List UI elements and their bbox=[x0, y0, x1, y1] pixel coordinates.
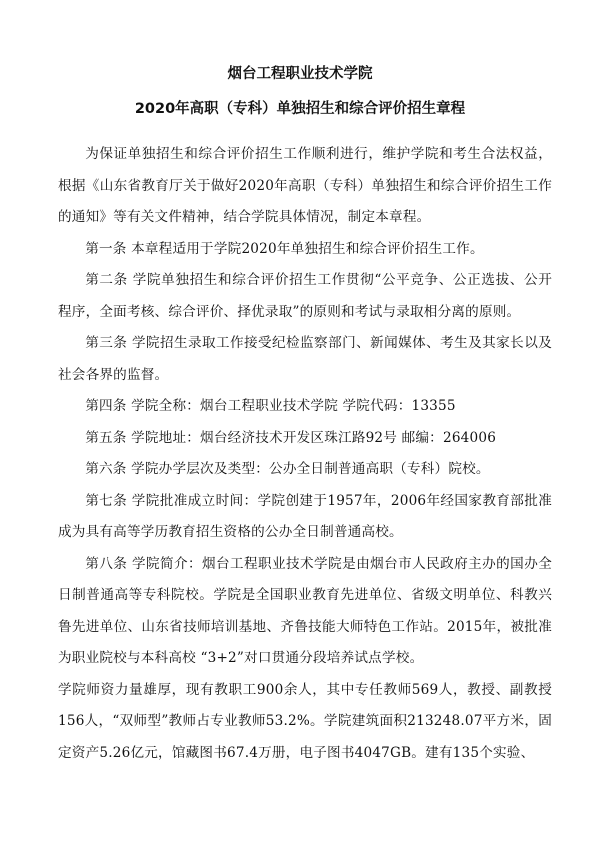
faculty-paragraph: 学院师资力量雄厚，现有教职工900余人，其中专任教师569人，教授、副教授156人，“双师型”教师占专业教师53.2%。学院建筑面积213248.07平方米，固定资产5.26亿元，馆藏图书67.4万册，电子图书4047GB。建有135个实验、 bbox=[58, 681, 552, 761]
article-7: 第七条 学院批准成立时间：学院创建于1957年，2006年经国家教育部批准成为具有高等学历教育招生资格的公办全日制普通高校。 bbox=[58, 492, 552, 540]
article-6: 第六条 学院办学层次及类型：公办全日制普通高职（专科）院校。 bbox=[85, 461, 490, 477]
article-5: 第五条 学院地址：烟台经济技术开发区珠江路92号 邮编：264006 bbox=[85, 429, 497, 446]
document-title: 烟台工程职业技术学院 bbox=[227, 66, 373, 82]
article-1: 第一条 本章程适用于学院2020年单独招生和综合评价招生工作。 bbox=[85, 240, 484, 257]
article-4: 第四条 学院全称：烟台工程职业技术学院 学院代码：13355 bbox=[85, 398, 456, 414]
article-3: 第三条 学院招生录取工作接受纪检监察部门、新闻媒体、考生及其家长以及社会各界的监督。 bbox=[58, 335, 552, 383]
intro-paragraph: 为保证单独招生和综合评价招生工作顺利进行，维护学院和考生合法权益，根据《山东省教育厅关于做好2020年高职（专科）单独招生和综合评价招生工作的通知》等有关文件精神，结合学院具体情况，制定本章程。 bbox=[58, 146, 552, 225]
document-subtitle: 2020年高职（专科）单独招生和综合评价招生章程 bbox=[134, 101, 466, 117]
article-2: 第二条 学院单独招生和综合评价招生工作贯彻“公平竞争、公正选拔、公开程序，全面考核、综合评价、择优录取”的原则和考试与录取相分离的原则。 bbox=[58, 272, 552, 320]
article-8: 第八条 学院简介：烟台工程职业技术学院是由烟台市人民政府主办的国办全日制普通高等专科院校。学院是全国职业教育先进单位、省级文明单位、科教兴鲁先进单位、山东省技师培训基地、齐鲁技能大师特色工作站。2015年，被批准为职业院校与本科高校 “3+2”对口贯通分段培养试点学校。 bbox=[58, 555, 552, 666]
document-body bbox=[58, 139, 552, 769]
